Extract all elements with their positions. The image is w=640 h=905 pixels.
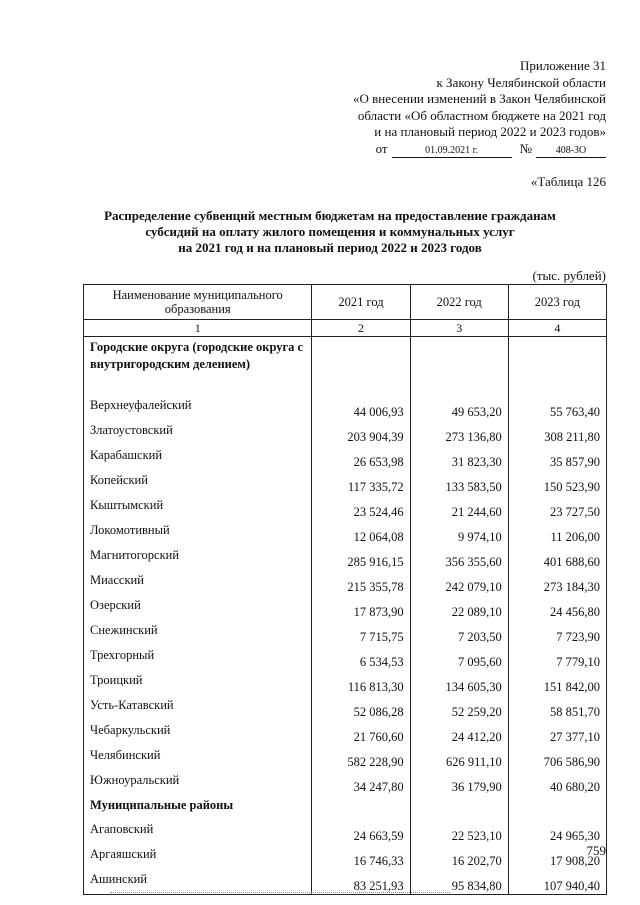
- table-row: [84, 695, 607, 720]
- table-row: [84, 545, 607, 570]
- value-2021: 26 653,98: [312, 445, 410, 470]
- value-2022: 31 823,30: [410, 445, 508, 470]
- value-2021: 215 355,78: [312, 570, 410, 595]
- appendix-line: Приложение 31: [519, 58, 606, 73]
- section-title: Муниципальные районы: [84, 795, 312, 819]
- value-2022: 242 079,10: [410, 570, 508, 595]
- table-row: [84, 495, 607, 520]
- appendix-line: области «Об областном бюджете на 2021 год: [357, 107, 606, 123]
- appendix-block: [286, 58, 606, 158]
- table-row: [84, 720, 607, 745]
- header-2021: 2021 год: [312, 285, 410, 320]
- municipality-name: Локомотивный: [84, 520, 312, 545]
- table-row: [84, 620, 607, 645]
- value-2021: 17 873,90: [312, 595, 410, 620]
- column-number: 1: [84, 320, 312, 337]
- table-row: [84, 520, 607, 545]
- value-2022: 16 202,70: [410, 844, 508, 869]
- units-label: (тыс. рублей): [532, 268, 606, 283]
- municipality-name: Чебаркульский: [84, 720, 312, 745]
- municipality-name: Снежинский: [84, 620, 312, 645]
- value-2022: 21 244,60: [410, 495, 508, 520]
- value-2023: 17 908,20: [508, 844, 606, 869]
- value-2023: 151 842,00: [508, 670, 606, 695]
- value-2021: 83 251,93: [312, 869, 410, 895]
- table-row: [84, 770, 607, 795]
- municipality-name: Агаповский: [84, 819, 312, 844]
- column-number-row: [84, 320, 607, 337]
- value-2023: 11 206,00: [508, 520, 606, 545]
- value-2021: 34 247,80: [312, 770, 410, 795]
- subsidy-table: [83, 284, 607, 895]
- value-2022: 95 834,80: [410, 869, 508, 895]
- value-2022: 7 095,60: [410, 645, 508, 670]
- municipality-name: Ашинский: [84, 869, 312, 895]
- value-2023: 150 523,90: [508, 470, 606, 495]
- value-2023: 24 456,80: [508, 595, 606, 620]
- value-2023: 58 851,70: [508, 695, 606, 720]
- value-2023: 273 184,30: [508, 570, 606, 595]
- value-2023: 107 940,40: [508, 869, 606, 895]
- value-2021: 16 746,33: [312, 844, 410, 869]
- value-2022: 22 089,10: [410, 595, 508, 620]
- table-row: [84, 470, 607, 495]
- table-row: [84, 395, 607, 420]
- title-line: субсидий на оплату жилого помещения и коммунальных услуг: [145, 224, 515, 239]
- law-number-value: 408-ЗО: [536, 145, 606, 158]
- value-2022: 273 136,80: [410, 420, 508, 445]
- table-row: [84, 595, 607, 620]
- value-2022: 356 355,60: [410, 545, 508, 570]
- value-2023: 35 857,90: [508, 445, 606, 470]
- value-2022: 133 583,50: [410, 470, 508, 495]
- municipality-name: Златоустовский: [84, 420, 312, 445]
- municipality-name: Копейский: [84, 470, 312, 495]
- table-row: [84, 819, 607, 844]
- municipality-name: Усть-Катавский: [84, 695, 312, 720]
- law-date-line: [286, 141, 606, 158]
- value-2022: 49 653,20: [410, 395, 508, 420]
- value-2021: 582 228,90: [312, 745, 410, 770]
- value-2022: 52 259,20: [410, 695, 508, 720]
- municipality-name: Троицкий: [84, 670, 312, 695]
- document-title: [70, 208, 590, 256]
- page-number: 759: [586, 843, 606, 858]
- value-2022: 36 179,90: [410, 770, 508, 795]
- value-2023: 23 727,50: [508, 495, 606, 520]
- value-2021: 21 760,60: [312, 720, 410, 745]
- municipality-name: Миасский: [84, 570, 312, 595]
- table-header-row: [84, 285, 607, 320]
- value-2021: 203 904,39: [312, 420, 410, 445]
- value-2022: 24 412,20: [410, 720, 508, 745]
- table-row: [84, 570, 607, 595]
- municipality-name: Озерский: [84, 595, 312, 620]
- table-row: [84, 844, 607, 869]
- value-2022: 7 203,50: [410, 620, 508, 645]
- number-label: №: [519, 140, 532, 156]
- table-label: «Таблица 126: [530, 174, 606, 189]
- municipality-name: Трехгорный: [84, 645, 312, 670]
- value-2023: 24 965,30: [508, 819, 606, 844]
- value-2021: 44 006,93: [312, 395, 410, 420]
- value-2022: 626 911,10: [410, 745, 508, 770]
- value-2023: 55 763,40: [508, 395, 606, 420]
- municipality-name: Магнитогорский: [84, 545, 312, 570]
- header-2023: 2023 год: [508, 285, 606, 320]
- table-row: [84, 420, 607, 445]
- appendix-line: «О внесении изменений в Закон Челябинской: [352, 91, 606, 106]
- value-2021: 52 086,28: [312, 695, 410, 720]
- value-2021: 23 524,46: [312, 495, 410, 520]
- column-number: 4: [508, 320, 606, 337]
- value-2021: 285 916,15: [312, 545, 410, 570]
- value-2021: 24 663,59: [312, 819, 410, 844]
- header-name: Наименование муниципального образования: [84, 285, 312, 320]
- section-title: Городские округа (городские округа с внутригородским делением): [84, 337, 312, 396]
- value-2023: 7 779,10: [508, 645, 606, 670]
- municipality-name: Южноуральский: [84, 770, 312, 795]
- column-number: 2: [312, 320, 410, 337]
- value-2022: 134 605,30: [410, 670, 508, 695]
- value-2022: 22 523,10: [410, 819, 508, 844]
- value-2023: 706 586,90: [508, 745, 606, 770]
- value-2021: 117 335,72: [312, 470, 410, 495]
- table-row: [84, 745, 607, 770]
- title-line: на 2021 год и на плановый период 2022 и 2023 годов: [178, 240, 482, 255]
- section-header-row: [84, 337, 607, 396]
- table-row: [84, 869, 607, 895]
- municipality-name: Аргаяшский: [84, 844, 312, 869]
- section-header-row: [84, 795, 607, 819]
- municipality-name: Кыштымский: [84, 495, 312, 520]
- municipality-name: Карабашский: [84, 445, 312, 470]
- value-2023: 308 211,80: [508, 420, 606, 445]
- value-2023: 40 680,20: [508, 770, 606, 795]
- column-number: 3: [410, 320, 508, 337]
- title-line: Распределение субвенций местным бюджетам на предоставление гражданам: [104, 208, 556, 223]
- value-2023: 27 377,10: [508, 720, 606, 745]
- value-2021: 12 064,08: [312, 520, 410, 545]
- table-body: [84, 337, 607, 895]
- scan-artifact: [110, 892, 450, 897]
- date-label: от: [375, 140, 388, 156]
- table-row: [84, 445, 607, 470]
- value-2023: 401 688,60: [508, 545, 606, 570]
- law-date-value: 01.09.2021 г.: [392, 145, 512, 158]
- value-2022: 9 974,10: [410, 520, 508, 545]
- value-2023: 7 723,90: [508, 620, 606, 645]
- header-2022: 2022 год: [410, 285, 508, 320]
- value-2021: 116 813,30: [312, 670, 410, 695]
- municipality-name: Челябинский: [84, 745, 312, 770]
- value-2021: 7 715,75: [312, 620, 410, 645]
- table-row: [84, 670, 607, 695]
- table-row: [84, 645, 607, 670]
- value-2021: 6 534,53: [312, 645, 410, 670]
- appendix-line: и на плановый период 2022 и 2023 годов»: [374, 124, 606, 139]
- municipality-name: Верхнеуфалейский: [84, 395, 312, 420]
- appendix-line: к Закону Челябинской области: [436, 74, 606, 90]
